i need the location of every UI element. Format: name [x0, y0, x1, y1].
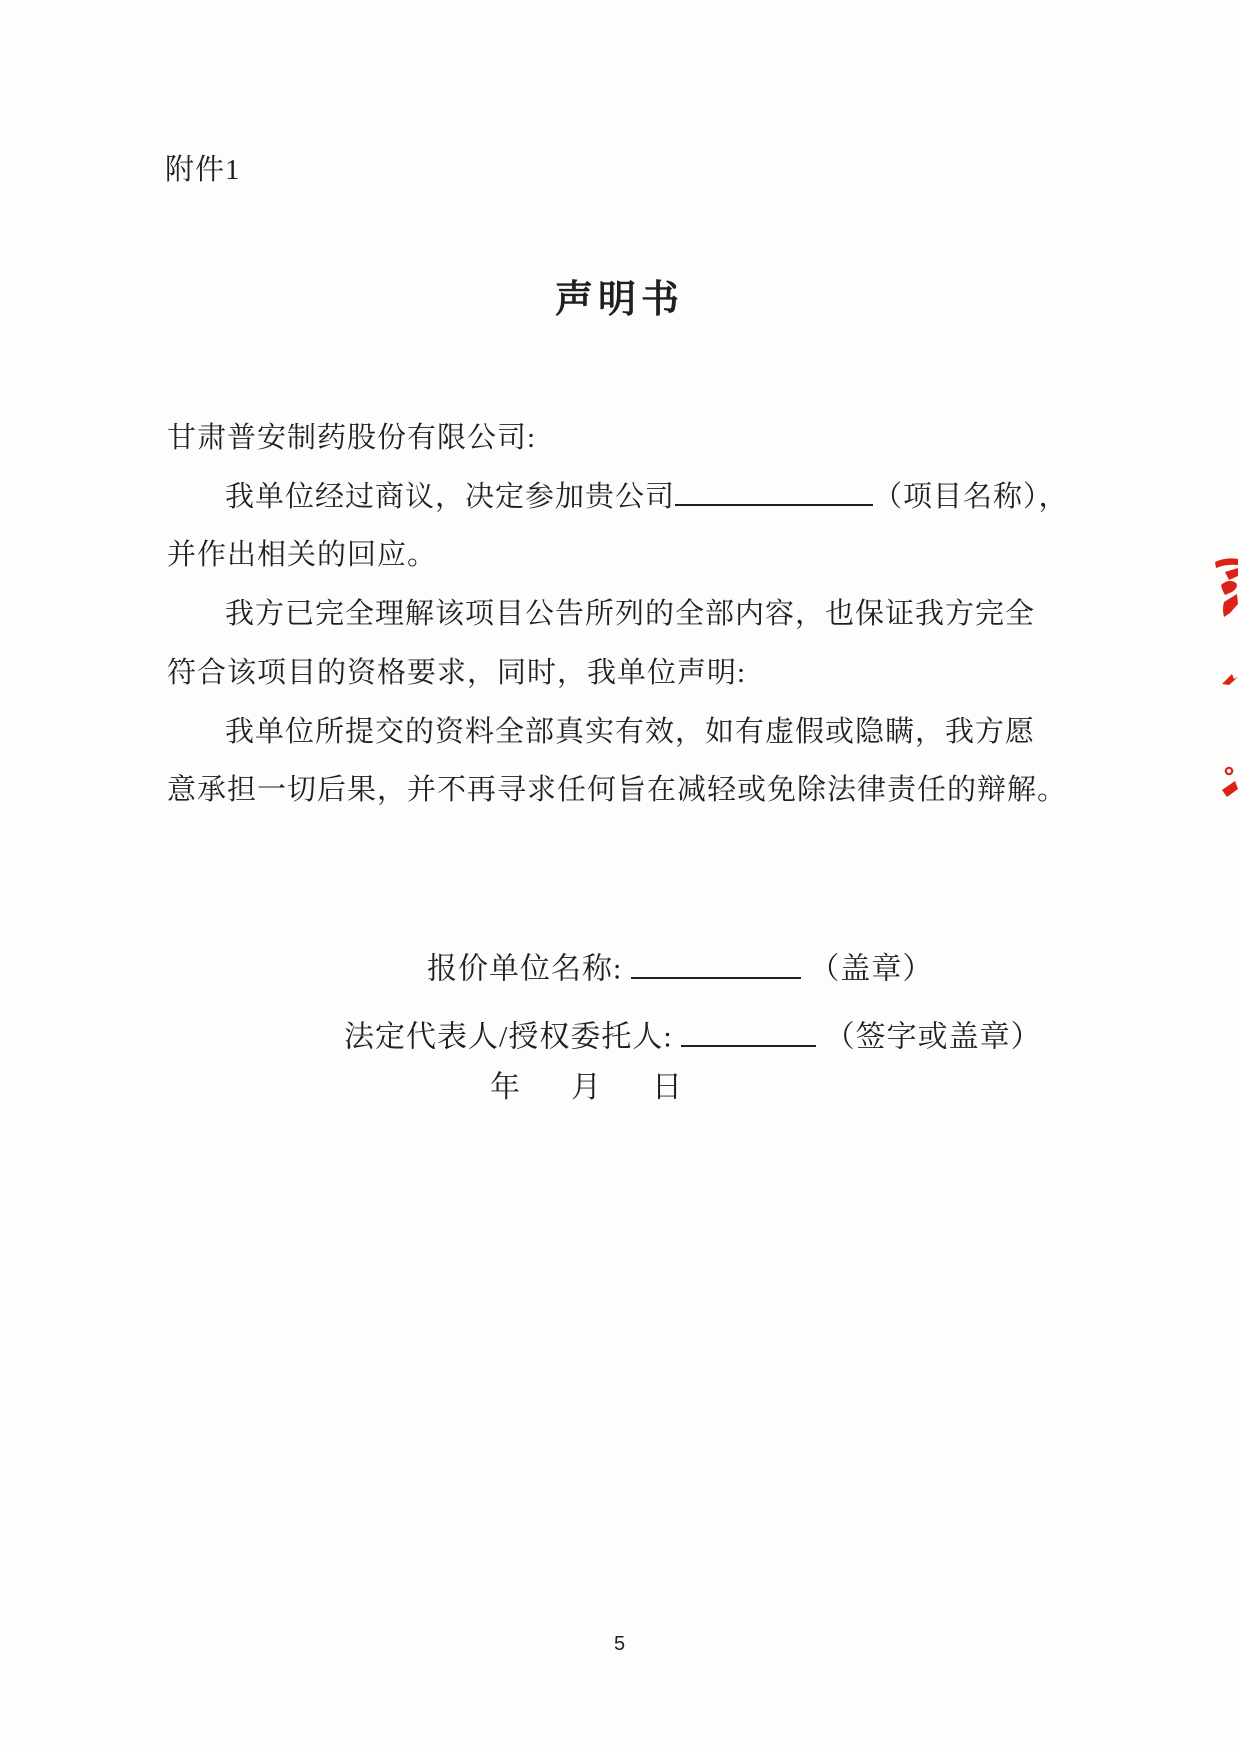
- page-number: 5: [613, 1633, 626, 1655]
- body-line: 符合该项目的资格要求，同时，我单位声明:: [167, 656, 747, 689]
- document-body: [167, 409, 1067, 820]
- signature-representative-line: [344, 1016, 1042, 1058]
- signature-company-line: [427, 948, 933, 990]
- signature-date-line: [490, 1068, 683, 1108]
- signature-representative-suffix: （签字或盖章）: [824, 1020, 1042, 1054]
- attachment-label: 附件1: [165, 154, 241, 186]
- fill-in-blank-company-name: [631, 948, 801, 979]
- document-title: 声明书: [554, 279, 684, 321]
- body-line: [167, 468, 1067, 527]
- date-year-label: 年: [490, 1071, 521, 1104]
- fill-in-blank-representative: [681, 1016, 816, 1047]
- red-seal-fragment-icon: [1221, 670, 1239, 688]
- body-line: 我单位所提交的资料全部真实有效，如有虚假或隐瞒，我方愿: [225, 715, 1036, 748]
- body-text-segment: （项目名称），: [873, 480, 1069, 513]
- date-month-label: 月: [571, 1071, 602, 1104]
- body-line: 并作出相关的回应。: [167, 539, 438, 572]
- red-seal-fragment-icon: [1214, 556, 1239, 626]
- salutation-line: 甘肃普安制药股份有限公司:: [167, 422, 537, 454]
- fill-in-blank-project-name: [675, 476, 873, 506]
- red-seal-fragment-icon: [1220, 766, 1239, 798]
- body-text-segment: 我单位经过商议，决定参加贵公司: [225, 480, 676, 513]
- body-line: 我方已完全理解该项目公告所列的全部内容，也保证我方完全: [225, 598, 1036, 631]
- signature-company-suffix: （盖章）: [809, 952, 934, 986]
- signature-company-label: 报价单位名称:: [427, 952, 623, 986]
- date-day-label: 日: [652, 1071, 683, 1104]
- body-line: 意承担一切后果，并不再寻求任何旨在减轻或免除法律责任的辩解。: [167, 774, 1068, 807]
- signature-representative-label: 法定代表人/授权委托人:: [344, 1020, 673, 1054]
